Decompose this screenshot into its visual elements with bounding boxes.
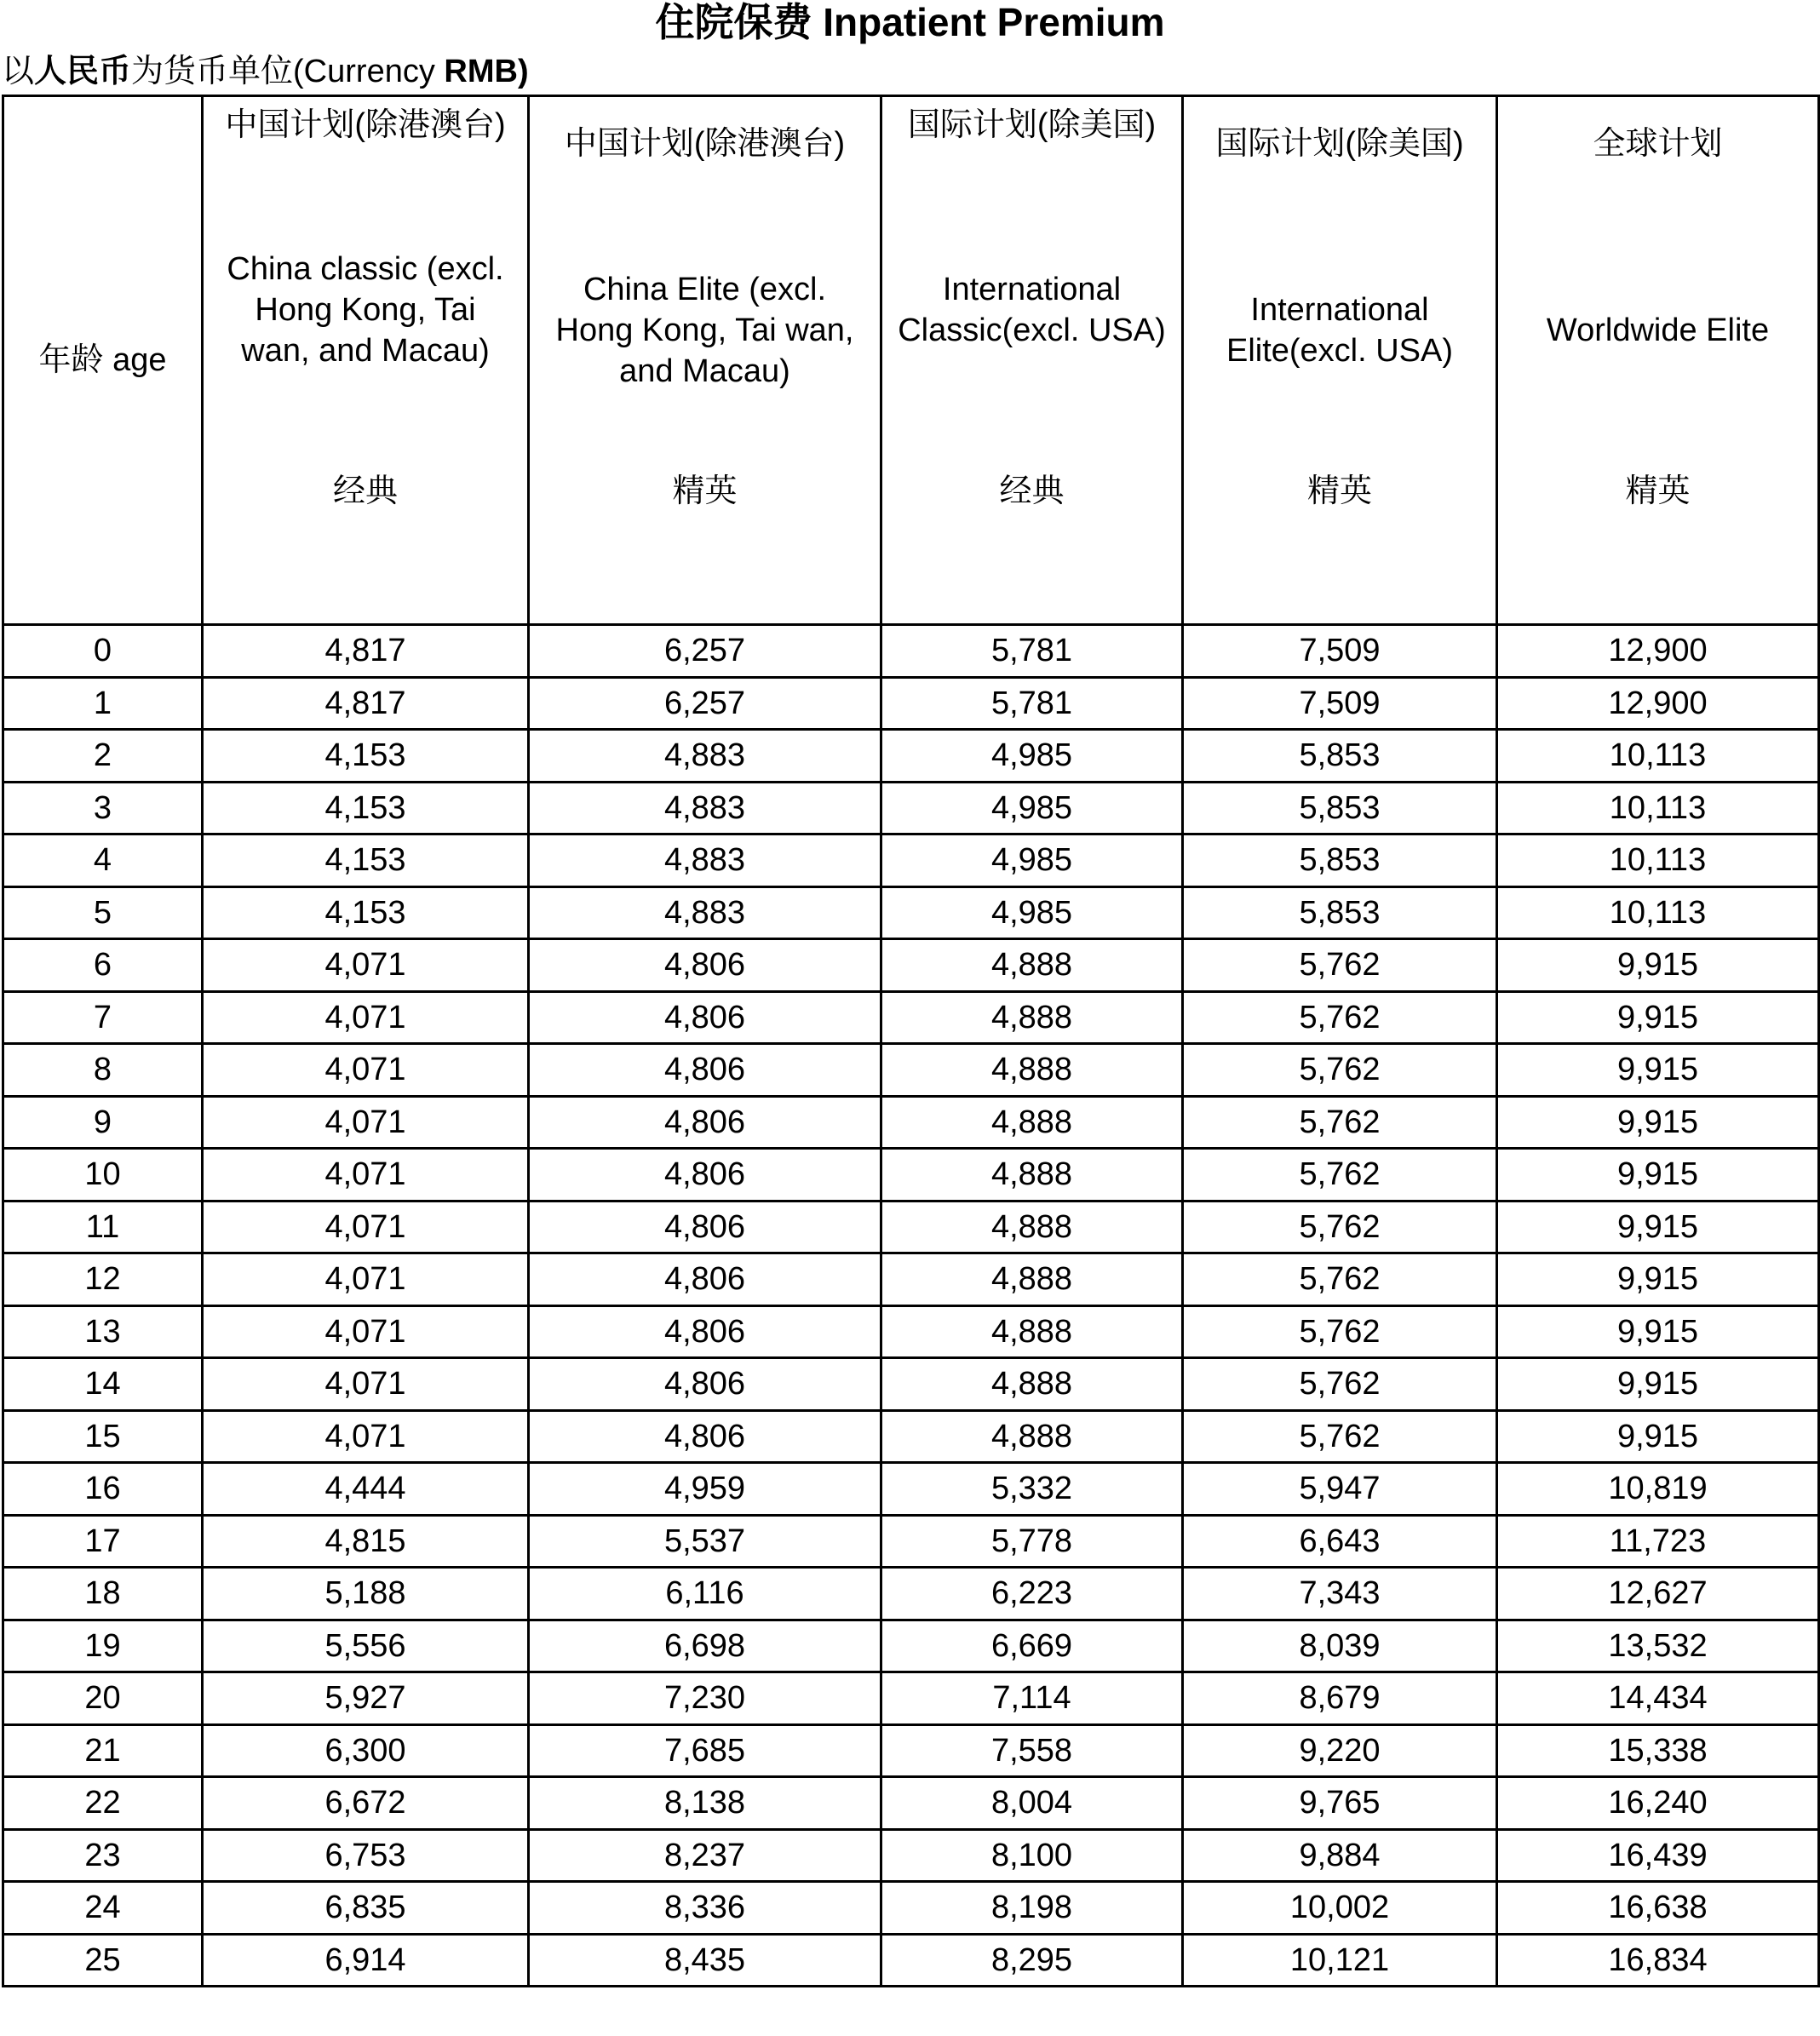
china-classic-cell: 5,556 [203, 1620, 529, 1672]
table-row [3, 1620, 1819, 1672]
china-elite-cell: 6,116 [529, 1568, 881, 1620]
currency-note-part-3: 为货币单位(Currency [131, 54, 445, 89]
table-row [3, 677, 1819, 730]
worldwide-elite-cell: 9,915 [1497, 1149, 1819, 1202]
china-elite-cell: 4,806 [529, 991, 881, 1044]
international-elite-cell: 9,884 [1183, 1829, 1497, 1882]
age-cell: 15 [3, 1410, 203, 1463]
china-elite-cell: 8,237 [529, 1829, 881, 1882]
china-classic-cell: 4,071 [203, 939, 529, 992]
china-classic-cell: 4,153 [203, 886, 529, 939]
age-cell: 10 [3, 1149, 203, 1202]
age-cell: 25 [3, 1934, 203, 1987]
age-cell: 6 [3, 939, 203, 992]
column-header-en: China Elite (excl. Hong Kong, Tai wan, and Macau) [555, 272, 854, 389]
international-classic-cell: 6,669 [881, 1620, 1183, 1672]
china-classic-cell: 4,071 [203, 991, 529, 1044]
column-header-worldwide-elite [1497, 96, 1819, 625]
table-row [3, 1410, 1819, 1463]
china-elite-cell: 4,806 [529, 1149, 881, 1202]
china-elite-cell: 4,806 [529, 1253, 881, 1306]
worldwide-elite-cell: 9,915 [1497, 991, 1819, 1044]
table-row [3, 730, 1819, 783]
table-header-row [3, 96, 1819, 625]
table-row [3, 1463, 1819, 1516]
worldwide-elite-cell: 14,434 [1497, 1672, 1819, 1725]
international-elite-cell: 5,762 [1183, 1358, 1497, 1411]
international-classic-cell: 4,985 [881, 834, 1183, 887]
china-classic-cell: 5,188 [203, 1568, 529, 1620]
column-header-china-classic [203, 96, 529, 625]
age-column-header [3, 96, 203, 625]
international-elite-cell: 7,509 [1183, 625, 1497, 678]
worldwide-elite-cell: 9,915 [1497, 1096, 1819, 1149]
column-header-zh: 国际计划(除美国) [907, 107, 1157, 143]
international-elite-cell: 5,853 [1183, 886, 1497, 939]
table-row [3, 1568, 1819, 1620]
table-row [3, 1305, 1819, 1358]
china-classic-cell: 4,071 [203, 1358, 529, 1411]
worldwide-elite-cell: 10,113 [1497, 782, 1819, 834]
age-cell: 17 [3, 1515, 203, 1568]
worldwide-elite-cell: 9,915 [1497, 1253, 1819, 1306]
international-elite-cell: 9,220 [1183, 1724, 1497, 1777]
international-classic-cell: 5,332 [881, 1463, 1183, 1516]
column-header-tier: 精英 [1625, 473, 1691, 509]
worldwide-elite-cell: 9,915 [1497, 1410, 1819, 1463]
table-row [3, 1829, 1819, 1882]
china-elite-cell: 8,435 [529, 1934, 881, 1987]
international-classic-cell: 4,985 [881, 886, 1183, 939]
column-header-zh: 中国计划(除港澳台) [225, 107, 506, 143]
table-row [3, 625, 1819, 678]
column-header-tier: 精英 [1306, 473, 1372, 509]
china-elite-cell: 7,230 [529, 1672, 881, 1725]
worldwide-elite-cell: 16,834 [1497, 1934, 1819, 1987]
china-classic-cell: 4,071 [203, 1410, 529, 1463]
international-classic-cell: 4,888 [881, 1410, 1183, 1463]
international-classic-cell: 4,985 [881, 730, 1183, 783]
international-classic-cell: 4,888 [881, 1358, 1183, 1411]
china-classic-cell: 5,927 [203, 1672, 529, 1725]
international-classic-cell: 4,985 [881, 782, 1183, 834]
international-elite-cell: 5,762 [1183, 1305, 1497, 1358]
age-cell: 2 [3, 730, 203, 783]
china-classic-cell: 4,817 [203, 677, 529, 730]
table-row [3, 1149, 1819, 1202]
worldwide-elite-cell: 12,900 [1497, 625, 1819, 678]
international-classic-cell: 4,888 [881, 1096, 1183, 1149]
international-elite-cell: 5,762 [1183, 1044, 1497, 1097]
china-classic-cell: 4,071 [203, 1096, 529, 1149]
worldwide-elite-cell: 12,900 [1497, 677, 1819, 730]
age-cell: 23 [3, 1829, 203, 1882]
age-cell: 8 [3, 1044, 203, 1097]
international-classic-cell: 4,888 [881, 1305, 1183, 1358]
china-classic-cell: 4,071 [203, 1253, 529, 1306]
china-classic-cell: 4,444 [203, 1463, 529, 1516]
table-row [3, 1934, 1819, 1987]
international-classic-cell: 4,888 [881, 939, 1183, 992]
table-row [3, 1672, 1819, 1725]
international-classic-cell: 8,295 [881, 1934, 1183, 1987]
table-row [3, 1515, 1819, 1568]
china-classic-cell: 6,672 [203, 1777, 529, 1830]
worldwide-elite-cell: 16,638 [1497, 1882, 1819, 1935]
age-cell: 1 [3, 677, 203, 730]
table-row [3, 1201, 1819, 1253]
china-elite-cell: 4,806 [529, 1410, 881, 1463]
age-cell: 4 [3, 834, 203, 887]
worldwide-elite-cell: 16,240 [1497, 1777, 1819, 1830]
international-elite-cell: 6,643 [1183, 1515, 1497, 1568]
china-elite-cell: 8,336 [529, 1882, 881, 1935]
china-elite-cell: 4,806 [529, 1305, 881, 1358]
age-cell: 12 [3, 1253, 203, 1306]
international-elite-cell: 10,121 [1183, 1934, 1497, 1987]
china-elite-cell: 6,257 [529, 625, 881, 678]
worldwide-elite-cell: 9,915 [1497, 1044, 1819, 1097]
age-cell: 13 [3, 1305, 203, 1358]
china-elite-cell: 6,698 [529, 1620, 881, 1672]
international-elite-cell: 5,853 [1183, 730, 1497, 783]
age-header-label: 年龄 age [38, 342, 167, 378]
international-elite-cell: 8,679 [1183, 1672, 1497, 1725]
table-row [3, 782, 1819, 834]
china-elite-cell: 4,806 [529, 1201, 881, 1253]
china-classic-cell: 4,071 [203, 1149, 529, 1202]
china-elite-cell: 4,806 [529, 1096, 881, 1149]
age-cell: 24 [3, 1882, 203, 1935]
china-elite-cell: 4,959 [529, 1463, 881, 1516]
table-body [3, 625, 1819, 1987]
column-header-zh: 国际计划(除美国) [1215, 126, 1464, 162]
international-elite-cell: 5,853 [1183, 782, 1497, 834]
age-cell: 11 [3, 1201, 203, 1253]
column-header-en: China classic (excl. Hong Kong, Tai wan, and Macau) [227, 251, 504, 369]
premium-table [2, 95, 1820, 1987]
column-header-en: International Classic(excl. USA) [898, 272, 1166, 348]
table-row [3, 1044, 1819, 1097]
international-classic-cell: 4,888 [881, 1149, 1183, 1202]
china-classic-cell: 4,071 [203, 1305, 529, 1358]
worldwide-elite-cell: 10,113 [1497, 886, 1819, 939]
age-cell: 0 [3, 625, 203, 678]
worldwide-elite-cell: 16,439 [1497, 1829, 1819, 1882]
column-header-zh: 中国计划(除港澳台) [564, 126, 846, 162]
china-classic-cell: 4,153 [203, 730, 529, 783]
china-classic-cell: 4,153 [203, 834, 529, 887]
table-row [3, 1777, 1819, 1830]
china-elite-cell: 7,685 [529, 1724, 881, 1777]
china-elite-cell: 6,257 [529, 677, 881, 730]
international-classic-cell: 8,100 [881, 1829, 1183, 1882]
worldwide-elite-cell: 9,915 [1497, 1305, 1819, 1358]
international-classic-cell: 5,778 [881, 1515, 1183, 1568]
age-cell: 14 [3, 1358, 203, 1411]
china-classic-cell: 4,071 [203, 1044, 529, 1097]
international-classic-cell: 4,888 [881, 1253, 1183, 1306]
international-elite-cell: 5,762 [1183, 1149, 1497, 1202]
table-row [3, 834, 1819, 887]
international-classic-cell: 7,114 [881, 1672, 1183, 1725]
china-classic-cell: 4,815 [203, 1515, 529, 1568]
currency-note [2, 49, 529, 94]
china-elite-cell: 4,806 [529, 939, 881, 992]
table-row [3, 1882, 1819, 1935]
worldwide-elite-cell: 10,113 [1497, 834, 1819, 887]
international-elite-cell: 10,002 [1183, 1882, 1497, 1935]
china-elite-cell: 8,138 [529, 1777, 881, 1830]
international-classic-cell: 8,198 [881, 1882, 1183, 1935]
worldwide-elite-cell: 9,915 [1497, 1358, 1819, 1411]
china-elite-cell: 4,883 [529, 782, 881, 834]
china-classic-cell: 6,753 [203, 1829, 529, 1882]
international-classic-cell: 4,888 [881, 1044, 1183, 1097]
worldwide-elite-cell: 11,723 [1497, 1515, 1819, 1568]
column-header-en: Worldwide Elite [1546, 313, 1770, 348]
table-row [3, 991, 1819, 1044]
column-header-china-elite [529, 96, 881, 625]
international-elite-cell: 5,853 [1183, 834, 1497, 887]
china-elite-cell: 4,883 [529, 886, 881, 939]
column-header-en: International Elite(excl. USA) [1226, 292, 1454, 369]
international-elite-cell: 5,762 [1183, 1253, 1497, 1306]
column-header-tier: 经典 [332, 473, 398, 509]
international-elite-cell: 7,509 [1183, 677, 1497, 730]
age-cell: 21 [3, 1724, 203, 1777]
currency-note-part-2: 人民币 [34, 54, 132, 89]
column-header-tier: 经典 [999, 473, 1065, 509]
age-cell: 19 [3, 1620, 203, 1672]
worldwide-elite-cell: 9,915 [1497, 939, 1819, 992]
worldwide-elite-cell: 15,338 [1497, 1724, 1819, 1777]
international-elite-cell: 8,039 [1183, 1620, 1497, 1672]
age-cell: 18 [3, 1568, 203, 1620]
international-classic-cell: 4,888 [881, 991, 1183, 1044]
international-elite-cell: 5,762 [1183, 991, 1497, 1044]
table-row [3, 1358, 1819, 1411]
table-row [3, 1253, 1819, 1306]
age-cell: 22 [3, 1777, 203, 1830]
column-header-tier: 精英 [672, 473, 738, 509]
column-header-zh: 全球计划 [1593, 126, 1723, 162]
international-elite-cell: 5,947 [1183, 1463, 1497, 1516]
china-elite-cell: 4,883 [529, 834, 881, 887]
international-classic-cell: 8,004 [881, 1777, 1183, 1830]
table-row [3, 886, 1819, 939]
international-elite-cell: 9,765 [1183, 1777, 1497, 1830]
worldwide-elite-cell: 9,915 [1497, 1201, 1819, 1253]
china-elite-cell: 4,806 [529, 1044, 881, 1097]
international-classic-cell: 7,558 [881, 1724, 1183, 1777]
column-header-international-elite [1183, 96, 1497, 625]
international-classic-cell: 4,888 [881, 1201, 1183, 1253]
china-elite-cell: 4,806 [529, 1358, 881, 1411]
age-cell: 9 [3, 1096, 203, 1149]
international-elite-cell: 5,762 [1183, 1201, 1497, 1253]
china-classic-cell: 6,835 [203, 1882, 529, 1935]
international-classic-cell: 5,781 [881, 625, 1183, 678]
china-classic-cell: 4,071 [203, 1201, 529, 1253]
age-cell: 20 [3, 1672, 203, 1725]
china-classic-cell: 6,300 [203, 1724, 529, 1777]
worldwide-elite-cell: 12,627 [1497, 1568, 1819, 1620]
international-classic-cell: 5,781 [881, 677, 1183, 730]
age-cell: 16 [3, 1463, 203, 1516]
worldwide-elite-cell: 13,532 [1497, 1620, 1819, 1672]
age-cell: 3 [3, 782, 203, 834]
column-header-international-classic [881, 96, 1183, 625]
age-cell: 7 [3, 991, 203, 1044]
table-row [3, 939, 1819, 992]
worldwide-elite-cell: 10,819 [1497, 1463, 1819, 1516]
international-elite-cell: 5,762 [1183, 1096, 1497, 1149]
currency-note-part-1: 以 [2, 54, 35, 89]
international-elite-cell: 7,343 [1183, 1568, 1497, 1620]
china-elite-cell: 4,883 [529, 730, 881, 783]
china-elite-cell: 5,537 [529, 1515, 881, 1568]
international-classic-cell: 6,223 [881, 1568, 1183, 1620]
international-elite-cell: 5,762 [1183, 939, 1497, 992]
china-classic-cell: 6,914 [203, 1934, 529, 1987]
china-classic-cell: 4,817 [203, 625, 529, 678]
age-cell: 5 [3, 886, 203, 939]
table-row [3, 1724, 1819, 1777]
international-elite-cell: 5,762 [1183, 1410, 1497, 1463]
page-title: 住院保费 Inpatient Premium [655, 0, 1165, 44]
china-classic-cell: 4,153 [203, 782, 529, 834]
table-row [3, 1096, 1819, 1149]
currency-note-part-4: RMB) [444, 54, 529, 89]
worldwide-elite-cell: 10,113 [1497, 730, 1819, 783]
